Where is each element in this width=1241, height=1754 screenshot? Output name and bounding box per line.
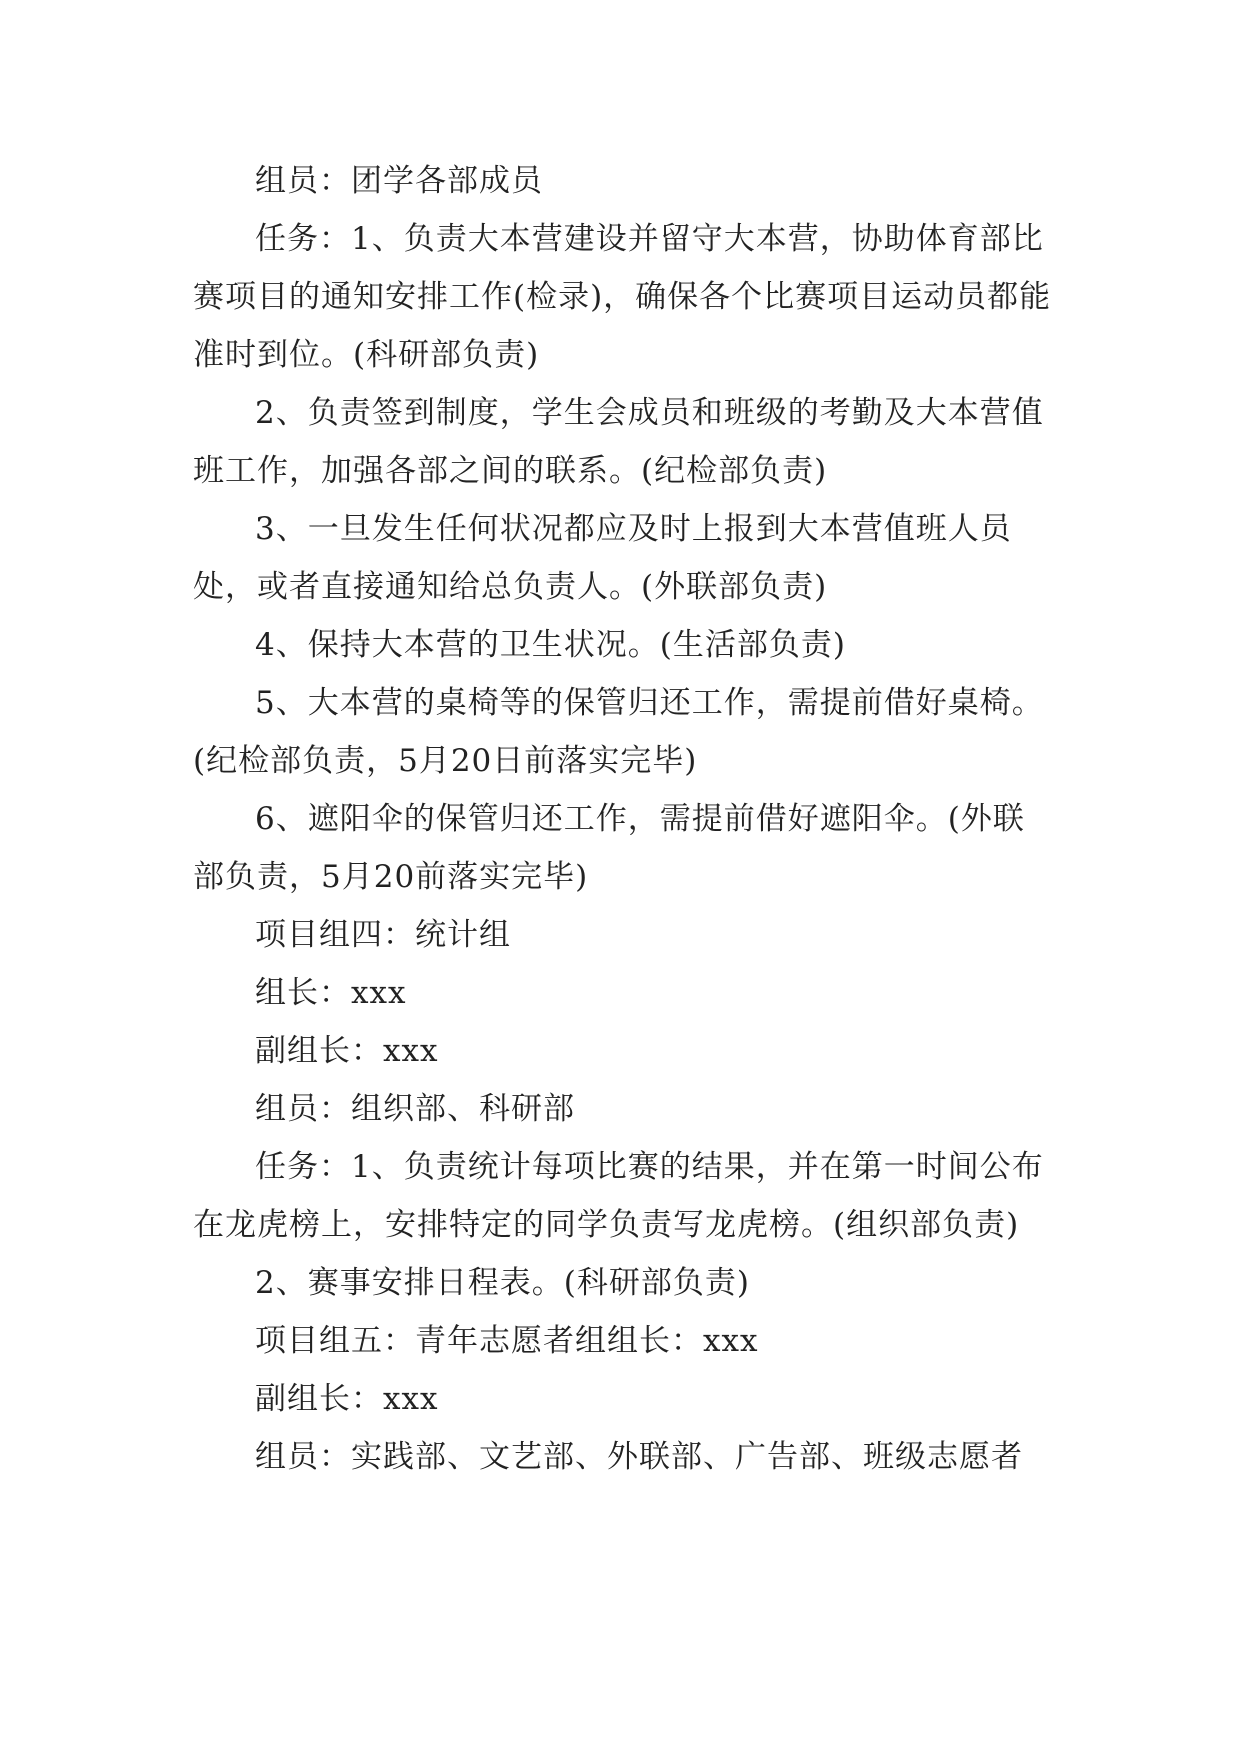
paragraph-group-4-title: 项目组四：统计组	[255, 917, 511, 953]
paragraph-group-4-deputy: 副组长：xxx	[255, 1033, 439, 1069]
paragraph-group-4-task-2: 2、赛事安排日程表。(科研部负责)	[255, 1265, 750, 1301]
paragraph-group-5-deputy: 副组长：xxx	[255, 1381, 439, 1417]
paragraph-members: 组员：团学各部成员	[255, 163, 543, 199]
paragraph-group-5-title: 项目组五：青年志愿者组组长：xxx	[255, 1323, 759, 1359]
paragraph-group-5-members: 组员：实践部、文艺部、外联部、广告部、班级志愿者	[255, 1439, 1023, 1475]
paragraph-task-4: 4、保持大本营的卫生状况。(生活部负责)	[255, 627, 846, 663]
paragraph-task-6: 6、遮阳伞的保管归还工作，需提前借好遮阳伞。(外联部负责，5月20前落实完毕)	[193, 801, 1025, 895]
paragraph-task-2: 2、负责签到制度，学生会成员和班级的考勤及大本营值班工作，加强各部之间的联系。(纪检部负责)	[193, 395, 1044, 489]
paragraph-group-4-task-1: 任务：1、负责统计每项比赛的结果，并在第一时间公布在龙虎榜上，安排特定的同学负责写龙虎榜。(组织部负责)	[193, 1149, 1044, 1243]
paragraph-task-3: 3、一旦发生任何状况都应及时上报到大本营值班人员处，或者直接通知给总负责人。(外联部负责)	[193, 511, 1012, 605]
paragraph-task-5: 5、大本营的桌椅等的保管归还工作，需提前借好桌椅。(纪检部负责，5月20日前落实完毕)	[193, 685, 1044, 779]
paragraph-task-1: 任务：1、负责大本营建设并留守大本营，协助体育部比赛项目的通知安排工作(检录)，确保各个比赛项目运动员都能准时到位。(科研部负责)	[193, 221, 1052, 373]
paragraph-group-4-members: 组员：组织部、科研部	[255, 1091, 575, 1127]
paragraph-group-4-leader: 组长：xxx	[255, 975, 407, 1011]
document-body	[193, 152, 1053, 1486]
